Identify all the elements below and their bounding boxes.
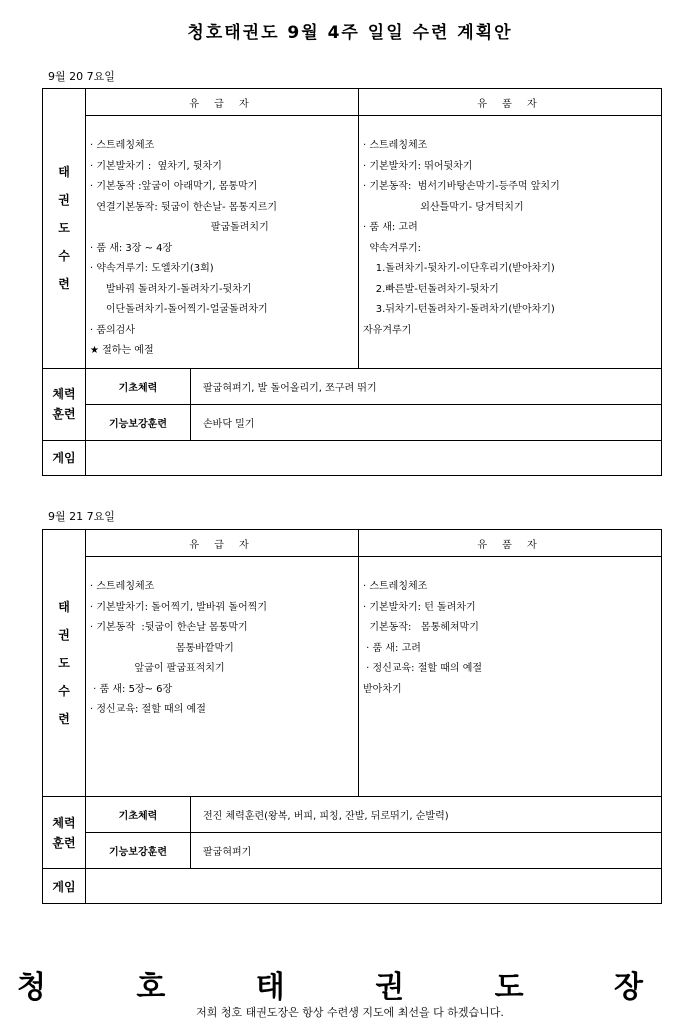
basic-fitness-label: 기초체력 [86,368,191,404]
day1-beginner-content: · 스트레칭체조 · 기본발차기 : 옆차기, 뒷차기 · 기본동작 :앞굽이 아래막기, 몸통막기 연결기본동작: 뒷굽이 한손날- 몸통지르기 팔굽돌려치기 · 품 새: 3장 ~ 4장 · 약속겨루기: 도엘차기(3회) 발바꿔 돌려차기-돌려차기-뒷차기 이단돌려차기-돌어찍기-얼굴돌려차기 · 품의검사 ★ 절하는 예절 [86,116,359,369]
advanced-header: 유 품 자 [359,530,662,557]
skill-training-label: 기능보강훈련 [86,404,191,440]
advanced-header: 유 품 자 [359,89,662,116]
day1-game [86,440,662,475]
day2-advanced-content: · 스트레칭체조 · 기본발차기: 턴 돌려차기 기본동작: 몸통헤쳐막기 · 품 새: 고려 · 정신교육: 절할 때의 예절 받아차기 [359,557,662,797]
basic-fitness-label: 기초체력 [86,797,191,833]
day1-advanced-content: · 스트레칭체조 · 기본발차기: 뛰어뒷차기 · 기본동작: 범서기바탕손막기-등주먹 앞치기 외산틀막기- 당겨턱치기 · 품 새: 고려 약속겨루기: 1.돌려차기-뒷차기-이단후리기(받아차기) 2.빠른발-턴돌려차기-뒷차기 3.뒤차기-턴돌려차기-돌려차기(받아차기) 자유겨루기 [359,116,662,369]
dojang-name: 청 호 태 권 도 장 [16,970,684,1005]
day1-plan-table [42,88,662,476]
day1-date: 9월 20 7요일 [48,70,115,83]
page-title: 청호태권도 9월 4주 일일 수련 계획안 [187,23,513,43]
day2-basic-fitness: 전진 체력훈련(왕복, 버피, 피칭, 잔발, 뒤로뛰기, 순발력) [191,797,662,833]
skill-training-label: 기능보강훈련 [86,833,191,869]
fitness-training-label: 체력 훈련 [43,368,86,440]
taekwondo-training-label: 태 권 도 수 련 [43,530,86,797]
beginner-header: 유 급 자 [86,530,359,557]
fitness-training-label: 체력 훈련 [43,797,86,869]
day2-beginner-content: · 스트레칭체조 · 기본발차기: 돌어찍기, 발바꿔 돌어찍기 · 기본동작 :뒷굽이 한손날 몸통막기 몸통바깥막기 앞굽이 팔굽표적치기 · 품 새: 5장~ 6장 · 정신교육: 절할 때의 예절 [86,557,359,797]
beginner-header: 유 급 자 [86,89,359,116]
day2-date: 9월 21 7요일 [48,510,115,523]
dojang-slogan: 저희 청호 태권도장은 항상 수련생 지도에 최선을 다 하겠습니다. [196,1006,504,1019]
game-label: 게임 [43,440,86,475]
day2-game [86,869,662,904]
day2-plan-table [42,529,662,904]
taekwondo-training-label: 태 권 도 수 련 [43,89,86,369]
game-label: 게임 [43,869,86,904]
day1-skill-training: 손바닥 밀기 [191,404,662,440]
day2-skill-training: 팔굽혀펴기 [191,833,662,869]
day1-basic-fitness: 팔굽혀펴기, 발 돌어올리기, 쪼구려 뛰기 [191,368,662,404]
